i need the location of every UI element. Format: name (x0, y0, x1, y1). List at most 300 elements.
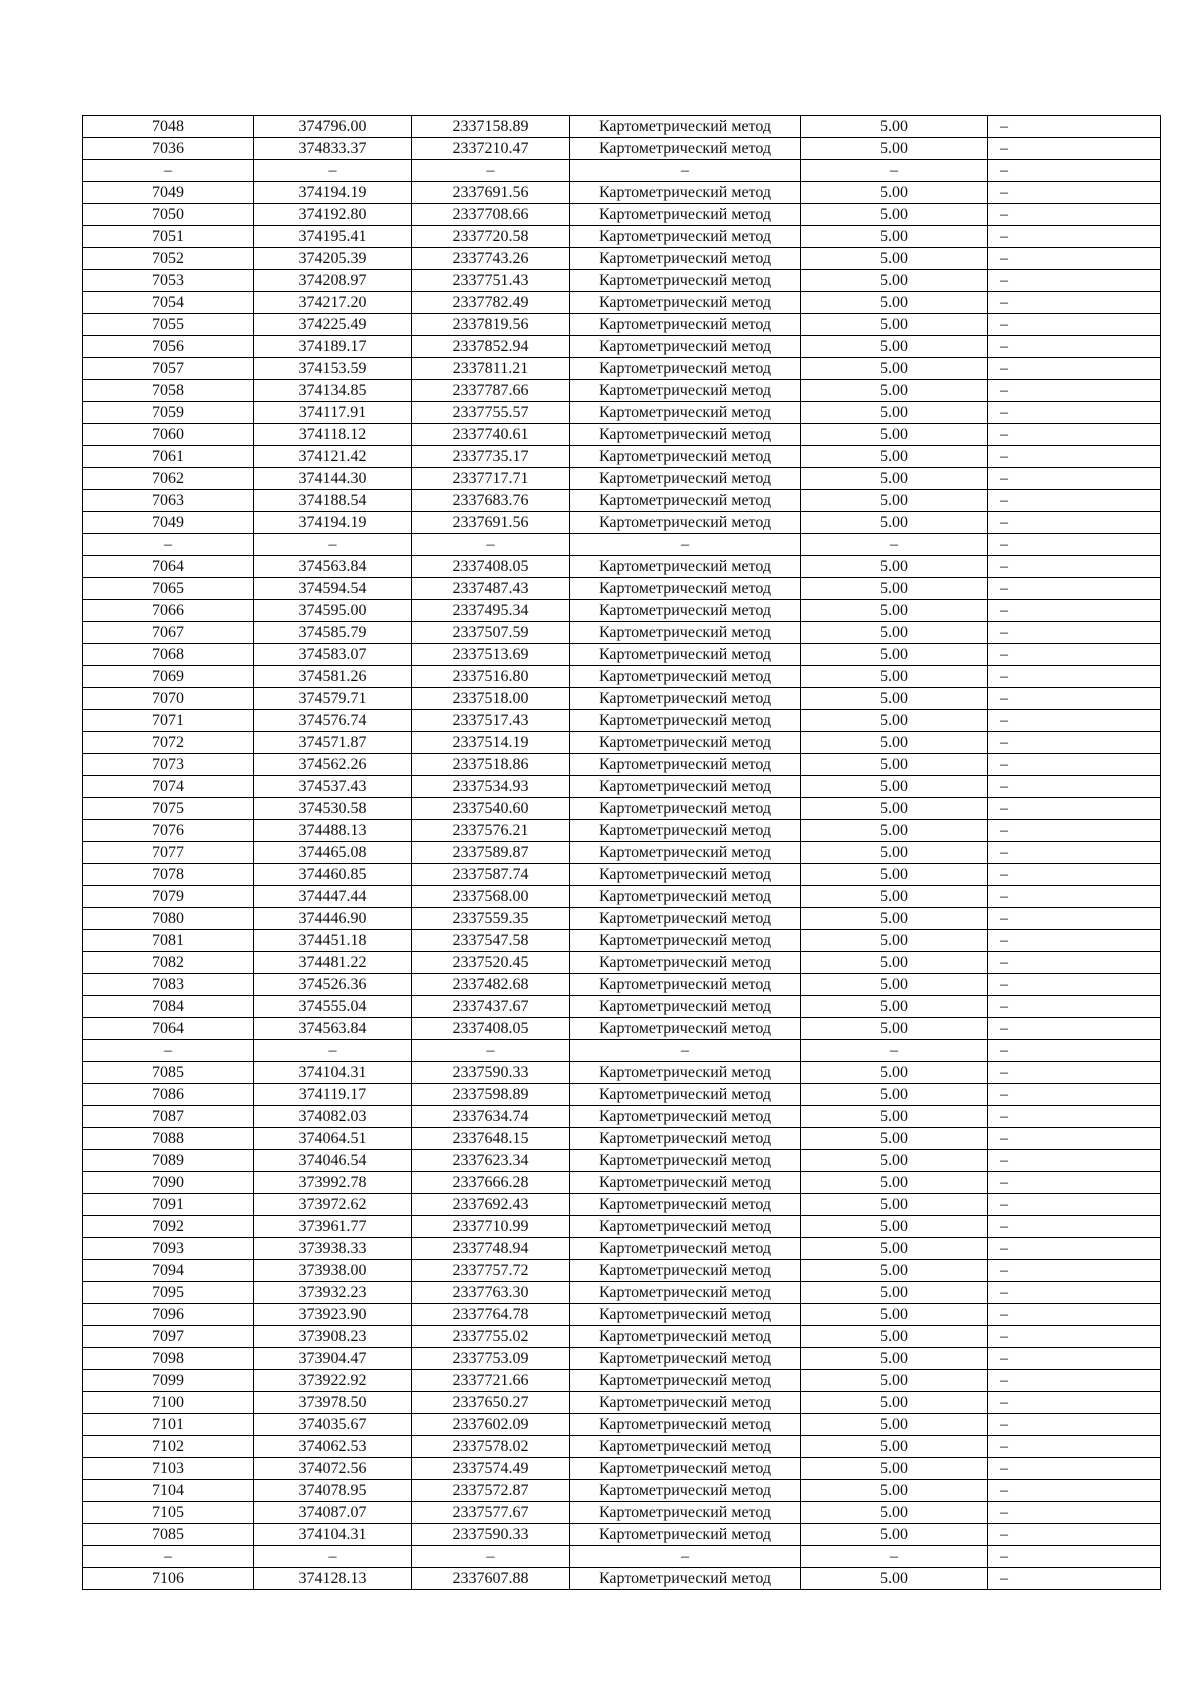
method-cell: Картометрический метод (570, 424, 801, 446)
table-row (83, 446, 1161, 468)
method-cell: Картометрический метод (570, 974, 801, 996)
accuracy-cell: 5.00 (801, 1128, 988, 1150)
y-coordinate-cell: 2337590.33 (412, 1062, 570, 1084)
table-row (83, 1480, 1161, 1502)
method-cell: Картометрический метод (570, 820, 801, 842)
method-cell: Картометрический метод (570, 578, 801, 600)
method-cell: Картометрический метод (570, 1062, 801, 1084)
description-cell: – (988, 314, 1161, 336)
y-coordinate-cell: 2337743.26 (412, 248, 570, 270)
method-cell: Картометрический метод (570, 336, 801, 358)
y-coordinate-cell: 2337587.74 (412, 864, 570, 886)
point-number-cell: 7085 (83, 1524, 254, 1546)
accuracy-cell: 5.00 (801, 182, 988, 204)
table-row (83, 248, 1161, 270)
method-cell: Картометрический метод (570, 1216, 801, 1238)
accuracy-cell: 5.00 (801, 1106, 988, 1128)
x-coordinate-cell: 374205.39 (254, 248, 412, 270)
description-cell: – (988, 1458, 1161, 1480)
description-cell: – (988, 688, 1161, 710)
description-cell: – (988, 1546, 1161, 1568)
y-coordinate-cell: – (412, 1546, 570, 1568)
x-coordinate-cell: 374446.90 (254, 908, 412, 930)
method-cell: Картометрический метод (570, 644, 801, 666)
accuracy-cell: 5.00 (801, 556, 988, 578)
y-coordinate-cell: 2337634.74 (412, 1106, 570, 1128)
accuracy-cell: 5.00 (801, 688, 988, 710)
point-number-cell: 7094 (83, 1260, 254, 1282)
description-cell: – (988, 1524, 1161, 1546)
description-cell: – (988, 380, 1161, 402)
table-row (83, 270, 1161, 292)
point-number-cell: 7061 (83, 446, 254, 468)
method-cell: Картометрический метод (570, 1304, 801, 1326)
method-cell: Картометрический метод (570, 314, 801, 336)
description-cell: – (988, 1084, 1161, 1106)
description-cell: – (988, 952, 1161, 974)
y-coordinate-cell: 2337574.49 (412, 1458, 570, 1480)
x-coordinate-cell: 374117.91 (254, 402, 412, 424)
y-coordinate-cell: 2337691.56 (412, 182, 570, 204)
point-number-cell: 7089 (83, 1150, 254, 1172)
accuracy-cell: 5.00 (801, 710, 988, 732)
accuracy-cell: 5.00 (801, 1304, 988, 1326)
y-coordinate-cell: 2337572.87 (412, 1480, 570, 1502)
point-number-cell: – (83, 1546, 254, 1568)
accuracy-cell: 5.00 (801, 358, 988, 380)
table-row (83, 864, 1161, 886)
point-number-cell: 7072 (83, 732, 254, 754)
x-coordinate-cell: 374087.07 (254, 1502, 412, 1524)
accuracy-cell: 5.00 (801, 732, 988, 754)
y-coordinate-cell: 2337516.80 (412, 666, 570, 688)
x-coordinate-cell: 374447.44 (254, 886, 412, 908)
x-coordinate-cell: 374121.42 (254, 446, 412, 468)
description-cell: – (988, 1018, 1161, 1040)
description-cell: – (988, 1128, 1161, 1150)
description-cell: – (988, 1568, 1161, 1590)
method-cell: Картометрический метод (570, 754, 801, 776)
x-coordinate-cell: 374585.79 (254, 622, 412, 644)
method-cell: Картометрический метод (570, 1084, 801, 1106)
method-cell: – (570, 534, 801, 556)
description-cell: – (988, 1216, 1161, 1238)
table-row (83, 1128, 1161, 1150)
y-coordinate-cell: 2337590.33 (412, 1524, 570, 1546)
point-number-cell: 7055 (83, 314, 254, 336)
x-coordinate-cell: – (254, 160, 412, 182)
description-cell: – (988, 534, 1161, 556)
x-coordinate-cell: 374118.12 (254, 424, 412, 446)
description-cell: – (988, 1480, 1161, 1502)
x-coordinate-cell: 373978.50 (254, 1392, 412, 1414)
y-coordinate-cell: 2337717.71 (412, 468, 570, 490)
table-row (83, 798, 1161, 820)
method-cell: Картометрический метод (570, 490, 801, 512)
table-row (83, 732, 1161, 754)
table-row (83, 1172, 1161, 1194)
method-cell: Картометрический метод (570, 1172, 801, 1194)
method-cell: Картометрический метод (570, 1106, 801, 1128)
description-cell: – (988, 402, 1161, 424)
accuracy-cell: 5.00 (801, 1260, 988, 1282)
point-number-cell: 7077 (83, 842, 254, 864)
y-coordinate-cell: 2337602.09 (412, 1414, 570, 1436)
y-coordinate-cell: 2337648.15 (412, 1128, 570, 1150)
description-cell: – (988, 1040, 1161, 1062)
accuracy-cell: 5.00 (801, 1084, 988, 1106)
accuracy-cell: 5.00 (801, 204, 988, 226)
point-number-cell: 7074 (83, 776, 254, 798)
y-coordinate-cell: 2337577.67 (412, 1502, 570, 1524)
accuracy-cell: 5.00 (801, 314, 988, 336)
table-row (83, 1370, 1161, 1392)
accuracy-cell: 5.00 (801, 116, 988, 138)
accuracy-cell: 5.00 (801, 1062, 988, 1084)
description-cell: – (988, 556, 1161, 578)
table-row (83, 336, 1161, 358)
accuracy-cell: 5.00 (801, 424, 988, 446)
point-number-cell: 7075 (83, 798, 254, 820)
description-cell: – (988, 1502, 1161, 1524)
accuracy-cell: 5.00 (801, 380, 988, 402)
accuracy-cell: – (801, 534, 988, 556)
description-cell: – (988, 512, 1161, 534)
y-coordinate-cell: 2337568.00 (412, 886, 570, 908)
accuracy-cell: 5.00 (801, 446, 988, 468)
description-cell: – (988, 424, 1161, 446)
method-cell: Картометрический метод (570, 1348, 801, 1370)
point-number-cell: 7096 (83, 1304, 254, 1326)
x-coordinate-cell: 374072.56 (254, 1458, 412, 1480)
y-coordinate-cell: – (412, 534, 570, 556)
table-row (83, 1084, 1161, 1106)
x-coordinate-cell: 373932.23 (254, 1282, 412, 1304)
description-cell: – (988, 666, 1161, 688)
description-cell: – (988, 974, 1161, 996)
point-number-cell: 7099 (83, 1370, 254, 1392)
point-number-cell: 7081 (83, 930, 254, 952)
y-coordinate-cell: 2337514.19 (412, 732, 570, 754)
table-row (83, 1238, 1161, 1260)
method-cell: Картометрический метод (570, 1370, 801, 1392)
y-coordinate-cell: 2337487.43 (412, 578, 570, 600)
accuracy-cell: 5.00 (801, 1282, 988, 1304)
description-cell: – (988, 182, 1161, 204)
y-coordinate-cell: – (412, 160, 570, 182)
coordinates-table (82, 115, 1161, 1590)
description-cell: – (988, 468, 1161, 490)
x-coordinate-cell: 374563.84 (254, 556, 412, 578)
table-row (83, 534, 1161, 556)
x-coordinate-cell: 373992.78 (254, 1172, 412, 1194)
point-number-cell: 7101 (83, 1414, 254, 1436)
accuracy-cell: 5.00 (801, 468, 988, 490)
accuracy-cell: 5.00 (801, 248, 988, 270)
point-number-cell: 7054 (83, 292, 254, 314)
accuracy-cell: 5.00 (801, 930, 988, 952)
y-coordinate-cell: 2337518.00 (412, 688, 570, 710)
accuracy-cell: 5.00 (801, 1172, 988, 1194)
description-cell: – (988, 1106, 1161, 1128)
description-cell: – (988, 908, 1161, 930)
description-cell: – (988, 1150, 1161, 1172)
y-coordinate-cell: 2337748.94 (412, 1238, 570, 1260)
table-row (83, 1304, 1161, 1326)
description-cell: – (988, 644, 1161, 666)
description-cell: – (988, 776, 1161, 798)
table-row (83, 842, 1161, 864)
description-cell: – (988, 226, 1161, 248)
x-coordinate-cell: 374195.41 (254, 226, 412, 248)
method-cell: Картометрический метод (570, 380, 801, 402)
table-row (83, 1436, 1161, 1458)
y-coordinate-cell: 2337540.60 (412, 798, 570, 820)
table-row (83, 754, 1161, 776)
method-cell: Картометрический метод (570, 842, 801, 864)
table-row (83, 908, 1161, 930)
y-coordinate-cell: 2337589.87 (412, 842, 570, 864)
y-coordinate-cell: 2337559.35 (412, 908, 570, 930)
table-row (83, 1018, 1161, 1040)
description-cell: – (988, 1348, 1161, 1370)
accuracy-cell: – (801, 1040, 988, 1062)
table-row (83, 292, 1161, 314)
description-cell: – (988, 842, 1161, 864)
y-coordinate-cell: 2337740.61 (412, 424, 570, 446)
point-number-cell: 7105 (83, 1502, 254, 1524)
y-coordinate-cell: 2337811.21 (412, 358, 570, 380)
y-coordinate-cell: 2337763.30 (412, 1282, 570, 1304)
table-row (83, 556, 1161, 578)
table-row (83, 952, 1161, 974)
y-coordinate-cell: 2337408.05 (412, 1018, 570, 1040)
y-coordinate-cell: 2337513.69 (412, 644, 570, 666)
y-coordinate-cell: 2337852.94 (412, 336, 570, 358)
y-coordinate-cell: 2337755.02 (412, 1326, 570, 1348)
method-cell: Картометрический метод (570, 468, 801, 490)
method-cell: Картометрический метод (570, 1128, 801, 1150)
table-row (83, 1040, 1161, 1062)
point-number-cell: 7048 (83, 116, 254, 138)
point-number-cell: 7084 (83, 996, 254, 1018)
point-number-cell: 7102 (83, 1436, 254, 1458)
x-coordinate-cell: 374555.04 (254, 996, 412, 1018)
point-number-cell: 7058 (83, 380, 254, 402)
x-coordinate-cell: 374225.49 (254, 314, 412, 336)
x-coordinate-cell: 373938.33 (254, 1238, 412, 1260)
method-cell: Картометрический метод (570, 930, 801, 952)
point-number-cell: 7060 (83, 424, 254, 446)
accuracy-cell: 5.00 (801, 578, 988, 600)
method-cell: Картометрический метод (570, 116, 801, 138)
point-number-cell: 7036 (83, 138, 254, 160)
point-number-cell: 7085 (83, 1062, 254, 1084)
method-cell: Картометрический метод (570, 248, 801, 270)
x-coordinate-cell: 374194.19 (254, 182, 412, 204)
point-number-cell: 7052 (83, 248, 254, 270)
method-cell: – (570, 160, 801, 182)
method-cell: Картометрический метод (570, 776, 801, 798)
description-cell: – (988, 358, 1161, 380)
description-cell: – (988, 446, 1161, 468)
description-cell: – (988, 160, 1161, 182)
method-cell: Картометрический метод (570, 226, 801, 248)
x-coordinate-cell: 374104.31 (254, 1062, 412, 1084)
x-coordinate-cell: 374488.13 (254, 820, 412, 842)
table-row (83, 666, 1161, 688)
method-cell: Картометрический метод (570, 1260, 801, 1282)
point-number-cell: 7091 (83, 1194, 254, 1216)
accuracy-cell: 5.00 (801, 754, 988, 776)
method-cell: – (570, 1546, 801, 1568)
x-coordinate-cell: 374144.30 (254, 468, 412, 490)
y-coordinate-cell: 2337495.34 (412, 600, 570, 622)
method-cell: Картометрический метод (570, 1194, 801, 1216)
description-cell: – (988, 820, 1161, 842)
point-number-cell: 7106 (83, 1568, 254, 1590)
accuracy-cell: 5.00 (801, 1348, 988, 1370)
point-number-cell: 7079 (83, 886, 254, 908)
point-number-cell: 7068 (83, 644, 254, 666)
accuracy-cell: 5.00 (801, 138, 988, 160)
point-number-cell: 7051 (83, 226, 254, 248)
point-number-cell: 7093 (83, 1238, 254, 1260)
table-row (83, 116, 1161, 138)
x-coordinate-cell: 374194.19 (254, 512, 412, 534)
point-number-cell: 7069 (83, 666, 254, 688)
table-row (83, 1062, 1161, 1084)
point-number-cell: – (83, 160, 254, 182)
table-row (83, 1150, 1161, 1172)
x-coordinate-cell: 374465.08 (254, 842, 412, 864)
x-coordinate-cell: 374537.43 (254, 776, 412, 798)
method-cell: Картометрический метод (570, 1524, 801, 1546)
table-row (83, 1414, 1161, 1436)
method-cell: – (570, 1040, 801, 1062)
method-cell: Картометрический метод (570, 138, 801, 160)
description-cell: – (988, 710, 1161, 732)
x-coordinate-cell: 374064.51 (254, 1128, 412, 1150)
table-row (83, 402, 1161, 424)
point-number-cell: 7092 (83, 1216, 254, 1238)
point-number-cell: 7056 (83, 336, 254, 358)
x-coordinate-cell: 374046.54 (254, 1150, 412, 1172)
x-coordinate-cell: – (254, 1040, 412, 1062)
accuracy-cell: 5.00 (801, 1502, 988, 1524)
y-coordinate-cell: 2337757.72 (412, 1260, 570, 1282)
y-coordinate-cell: 2337755.57 (412, 402, 570, 424)
x-coordinate-cell: 373922.92 (254, 1370, 412, 1392)
x-coordinate-cell: 374530.58 (254, 798, 412, 820)
y-coordinate-cell: 2337819.56 (412, 314, 570, 336)
point-number-cell: 7073 (83, 754, 254, 776)
description-cell: – (988, 1414, 1161, 1436)
point-number-cell: 7050 (83, 204, 254, 226)
description-cell: – (988, 1194, 1161, 1216)
accuracy-cell: 5.00 (801, 600, 988, 622)
description-cell: – (988, 1326, 1161, 1348)
accuracy-cell: 5.00 (801, 1414, 988, 1436)
y-coordinate-cell: 2337598.89 (412, 1084, 570, 1106)
x-coordinate-cell: 374576.74 (254, 710, 412, 732)
table-row (83, 930, 1161, 952)
point-number-cell: 7053 (83, 270, 254, 292)
x-coordinate-cell: 374451.18 (254, 930, 412, 952)
table-row (83, 1568, 1161, 1590)
table-row (83, 424, 1161, 446)
point-number-cell: 7095 (83, 1282, 254, 1304)
accuracy-cell: 5.00 (801, 1018, 988, 1040)
y-coordinate-cell: 2337650.27 (412, 1392, 570, 1414)
accuracy-cell: 5.00 (801, 1194, 988, 1216)
x-coordinate-cell: 374208.97 (254, 270, 412, 292)
x-coordinate-cell: 374082.03 (254, 1106, 412, 1128)
description-cell: – (988, 248, 1161, 270)
table-row (83, 314, 1161, 336)
table-row (83, 578, 1161, 600)
x-coordinate-cell: – (254, 1546, 412, 1568)
table-row (83, 1502, 1161, 1524)
table-row (83, 1260, 1161, 1282)
y-coordinate-cell: 2337735.17 (412, 446, 570, 468)
point-number-cell: 7097 (83, 1326, 254, 1348)
description-cell: – (988, 1392, 1161, 1414)
method-cell: Картометрический метод (570, 996, 801, 1018)
x-coordinate-cell: 373972.62 (254, 1194, 412, 1216)
description-cell: – (988, 864, 1161, 886)
point-number-cell: 7104 (83, 1480, 254, 1502)
y-coordinate-cell: 2337691.56 (412, 512, 570, 534)
description-cell: – (988, 1370, 1161, 1392)
table-row (83, 1524, 1161, 1546)
description-cell: – (988, 886, 1161, 908)
table-row (83, 490, 1161, 512)
y-coordinate-cell: 2337576.21 (412, 820, 570, 842)
accuracy-cell: 5.00 (801, 336, 988, 358)
accuracy-cell: 5.00 (801, 952, 988, 974)
accuracy-cell: – (801, 1546, 988, 1568)
point-number-cell: 7049 (83, 512, 254, 534)
x-coordinate-cell: 374571.87 (254, 732, 412, 754)
table-row (83, 1106, 1161, 1128)
y-coordinate-cell: 2337720.58 (412, 226, 570, 248)
accuracy-cell: 5.00 (801, 908, 988, 930)
y-coordinate-cell: 2337158.89 (412, 116, 570, 138)
method-cell: Картометрический метод (570, 798, 801, 820)
description-cell: – (988, 336, 1161, 358)
y-coordinate-cell: 2337623.34 (412, 1150, 570, 1172)
y-coordinate-cell: 2337607.88 (412, 1568, 570, 1590)
x-coordinate-cell: 374188.54 (254, 490, 412, 512)
accuracy-cell: 5.00 (801, 1370, 988, 1392)
x-coordinate-cell: 374104.31 (254, 1524, 412, 1546)
point-number-cell: 7100 (83, 1392, 254, 1414)
y-coordinate-cell: 2337751.43 (412, 270, 570, 292)
y-coordinate-cell: 2337708.66 (412, 204, 570, 226)
x-coordinate-cell: 373904.47 (254, 1348, 412, 1370)
method-cell: Картометрический метод (570, 864, 801, 886)
method-cell: Картометрический метод (570, 1150, 801, 1172)
accuracy-cell: 5.00 (801, 270, 988, 292)
method-cell: Картометрический метод (570, 666, 801, 688)
description-cell: – (988, 732, 1161, 754)
x-coordinate-cell: – (254, 534, 412, 556)
x-coordinate-cell: 374062.53 (254, 1436, 412, 1458)
method-cell: Картометрический метод (570, 710, 801, 732)
table-row (83, 1194, 1161, 1216)
x-coordinate-cell: 373908.23 (254, 1326, 412, 1348)
